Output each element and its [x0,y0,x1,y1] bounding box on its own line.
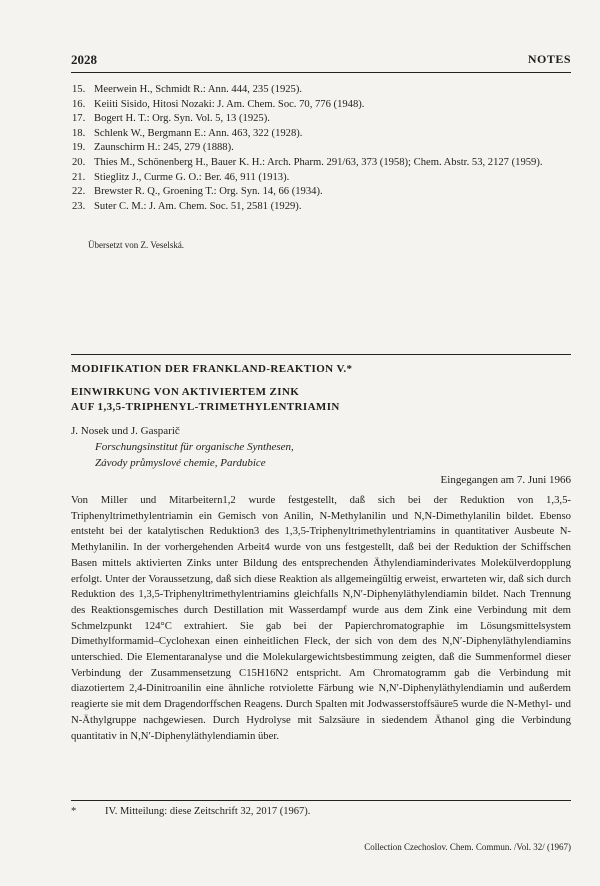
page-number: 2028 [71,52,97,67]
article-authors: J. Nosek und J. Gasparič [71,425,180,437]
reference-item: 23. Suter C. M.: J. Am. Chem. Soc. 51, 2581 (1929). [72,200,302,212]
section-rule [71,354,571,355]
reference-item: 16. Keiiti Sisido, Hitosi Nozaki: J. Am. Chem. Soc. 70, 776 (1948). [72,98,365,110]
received-date: Eingegangen am 7. Juni 1966 [440,474,571,486]
footnote-mark: * [71,806,77,817]
title-line-3: AUF 1,3,5-TRIPHENYL-TRIMETHYLENTRIAMIN [71,401,340,413]
page-header [71,52,571,70]
journal-footer: Collection Czechoslov. Chem. Commun. /Vol. 32/ (1967) [364,842,571,852]
article-body: Von Miller und Mitarbeitern1,2 wurde festgestellt, daß sich bei der Reduktion von 1,3,5-Triphenyltrimethylentriamin ein Gemisch von Anilin, N-Methylanilin und N,N-Dimethylanilin bildet. Ebenso entsteht bei der katalytischen Reduktion3 des 1,3,5-Triphenyltrimethylentriamins in quantitativer Ausbeute N-Methylanilin. In der vorhergehenden Arbeit4 wurde von uns festgestellt, daß bei der Reduktion der Schiffschen Basen mittels aktivierten Zinks unter Bildung des entsprechenden Äthylendiaminderivates Molekülverdopplung erfolgt. Unter der Voraussetzung, daß sich diese Reaktion als allgemeingültig erweist, erwarteten wir, daß sich durch Reduktion des 1,3,5-Triphenyltrimethylentriamins gleichfalls N,N′-Diphenyläthylendiamin bildet. Nach Trennung des Reaktionsgemisches durch Destillation mit Wasserdampf wurde aus dem Zink eine Verbindung mit dem Schmelzpunkt 124°C extrahiert. Sie gab bei der Papierchromatographie im Lösungsmittelsystem Dimethylformamid–Cyclohexan einen einheitlichen Fleck, der sich von dem des N,N′-Diphenyläthylendiamins unterschied. Die Elementaranalyse und die Molekulargewichtsbestimmung zeigten, daß die Summenformel dieser Verbindung der Zusammensetzung C15H16N2 entspricht. Am Chromatogramm gab die Verbindung mit diazotiertem 2,4-Dinitroanilin eine ähnliche rotviolette Färbung wie N,N′-Diphenyläthylendiamin und außerdem reagierte sie mit dem Dragendorffschen Reagens. Durch Spalten mit Jodwasserstoffsäure5 wurde die N-Methyl- und N-Äthylgruppe nachgewiesen. Durch Hydrolyse mit Salzsäure in siedendem Äthanol ging die Verbindung quantitativ in N,N′-Diphenyläthylendiamin über. [71,494,571,742]
reference-item: 18. Schlenk W., Bergmann E.: Ann. 463, 322 (1928). [72,127,303,139]
footnote [71,806,310,817]
reference-item: 15. Meerwein H., Schmidt R.: Ann. 444, 235 (1925). [72,84,303,95]
reference-item: 17. Bogert H. T.: Org. Syn. Vol. 5, 13 (1925). [72,113,270,125]
title-line-2: EINWIRKUNG VON AKTIVIERTEM ZINK [71,385,300,398]
header-rule [71,72,571,73]
affiliation-line-1: Forschungsinstitut für organische Synthesen, [95,441,294,453]
affiliation-line-2: Závody průmyslové chemie, Pardubice [95,456,266,469]
reference-list [72,83,571,214]
reference-item: 20. Thies M., Schönenberg H., Bauer K. H.: Arch. Pharm. 291/63, 373 (1958); Chem. Abstr. 53, 2127 (1959). [72,156,543,168]
reference-item: 21. Stieglitz J., Curme G. O.: Ber. 46, 911 (1913). [72,171,290,183]
title-line-1: MODIFIKATION DER FRANKLAND-REAKTION V.* [71,363,353,375]
footnote-rule [71,800,571,801]
section-label: NOTES [527,52,571,66]
footnote-text: IV. Mitteilung: diese Zeitschrift 32, 2017 (1967). [105,806,311,817]
reference-item: 22. Brewster R. Q., Groening T.: Org. Syn. 14, 66 (1934). [72,186,323,198]
translator-note: Übersetzt von Z. Veselská. [88,240,185,250]
article-title [71,362,352,416]
reference-item: 19. Zaunschirm H.: 245, 279 (1888). [72,142,234,154]
article-affiliation [95,440,294,471]
